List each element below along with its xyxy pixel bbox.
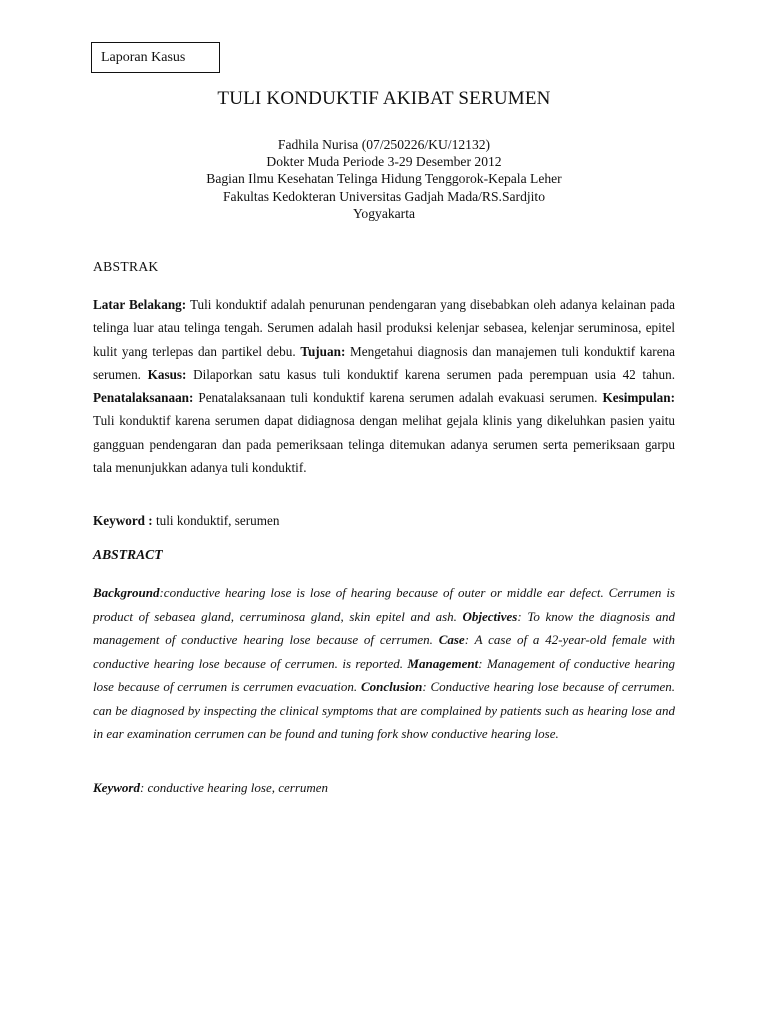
abstrak-conclusion-text: Tuli konduktif karena serumen dapat didiagnosa dengan melihat gejala klinis yang dikeluhkan pasien yaitu gangguan pendengaran dan pada pemeriksaan telinga ditemukan adanya serumen serta pemeriksaan garpu tala menunjukkan adanya tuli konduktif. <box>93 413 675 476</box>
abstrak-case-label: Kasus: <box>147 366 187 382</box>
abstract-management-label: Management <box>407 655 479 671</box>
abstract-case-text: : A case of a 42-year-old female with conductive hearing lose because of cerrumen. is reported. <box>93 632 675 671</box>
author-name: Fadhila Nurisa (07/250226/KU/12132) <box>277 137 491 152</box>
abstrak-keyword-label: Keyword : <box>93 513 153 528</box>
paper-title: TULI KONDUKTIF AKIBAT SERUMEN <box>217 88 551 109</box>
author-position: Dokter Muda Periode 3-29 Desember 2012 <box>266 154 502 170</box>
article-category-label: Laporan Kasus <box>91 42 220 73</box>
author-block <box>0 136 768 222</box>
abstrak-heading: ABSTRAK <box>93 259 159 274</box>
abstract-management-text: : Management of conductive hearing lose because of cerrumen is cerrumen evacuation. <box>93 655 675 694</box>
abstract-conclusion-label: Conclusion <box>360 679 423 694</box>
abstract-body <box>93 581 675 746</box>
abstract-keyword-label: Keyword <box>93 780 140 795</box>
abstrak-management-text: Penatalaksanaan tuli konduktif karena serumen adalah evakuasi serumen. <box>193 390 603 406</box>
abstract-objective-text: : To know the diagnosis and management of conductive hearing lose because of cerrumen. <box>93 608 676 647</box>
abstrak-objective-label: Tujuan: <box>300 343 346 359</box>
abstrak-body <box>93 293 675 479</box>
abstract-background-text: :conductive hearing lose is lose of hearing because of outer or middle ear defect. Cerrumen is product of sebasea gland, cerruminosa gland, skin epitel and ash. <box>93 585 675 624</box>
author-city: Yogyakarta <box>352 205 416 221</box>
abstract-keywords <box>93 780 328 796</box>
abstrak-keywords <box>93 513 279 529</box>
author-department: Bagian Ilmu Kesehatan Telinga Hidung Tenggorok-Kepala Leher <box>206 171 562 187</box>
abstrak-objective-text: Mengetahui diagnosis dan manajemen tuli konduktif karena serumen. <box>93 343 675 382</box>
abstract-objective-label: Objectives <box>462 608 518 624</box>
author-faculty: Fakultas Kedokteran Universitas Gadjah Mada/RS.Sardjito <box>222 188 546 204</box>
abstrak-background-label: Latar Belakang: <box>93 297 187 312</box>
abstract-case-label: Case <box>438 632 465 647</box>
abstract-keyword-text: : conductive hearing lose, cerrumen <box>139 780 329 795</box>
abstrak-keyword-text: tuli konduktif, serumen <box>152 513 280 528</box>
abstrak-background-text: Tuli konduktif adalah penurunan pendengaran yang disebabkan oleh adanya kelainan pada telinga luar atau telinga tengah. Serumen adalah hasil produksi kelenjar sebasea, kelenjar seruminosa, epitel kulit yang terlepas dan partikel debu. <box>93 297 675 359</box>
abstract-background-label: Background <box>93 585 160 600</box>
abstrak-conclusion-label: Kesimpulan: <box>602 390 675 406</box>
abstrak-case-text: Dilaporkan satu kasus tuli konduktif karena serumen pada perempuan usia 42 tahun. <box>186 366 675 382</box>
abstrak-management-label: Penatalaksanaan: <box>93 390 194 406</box>
abstract-heading: ABSTRACT <box>93 547 163 562</box>
abstract-conclusion-text: : Conductive hearing lose because of cerrumen. can be diagnosed by inspecting the clinical symptoms that are complained by patients such as hearing lose and in ear examination cerrumen can be found and tuning fork show conductive hearing lose. <box>93 679 675 741</box>
